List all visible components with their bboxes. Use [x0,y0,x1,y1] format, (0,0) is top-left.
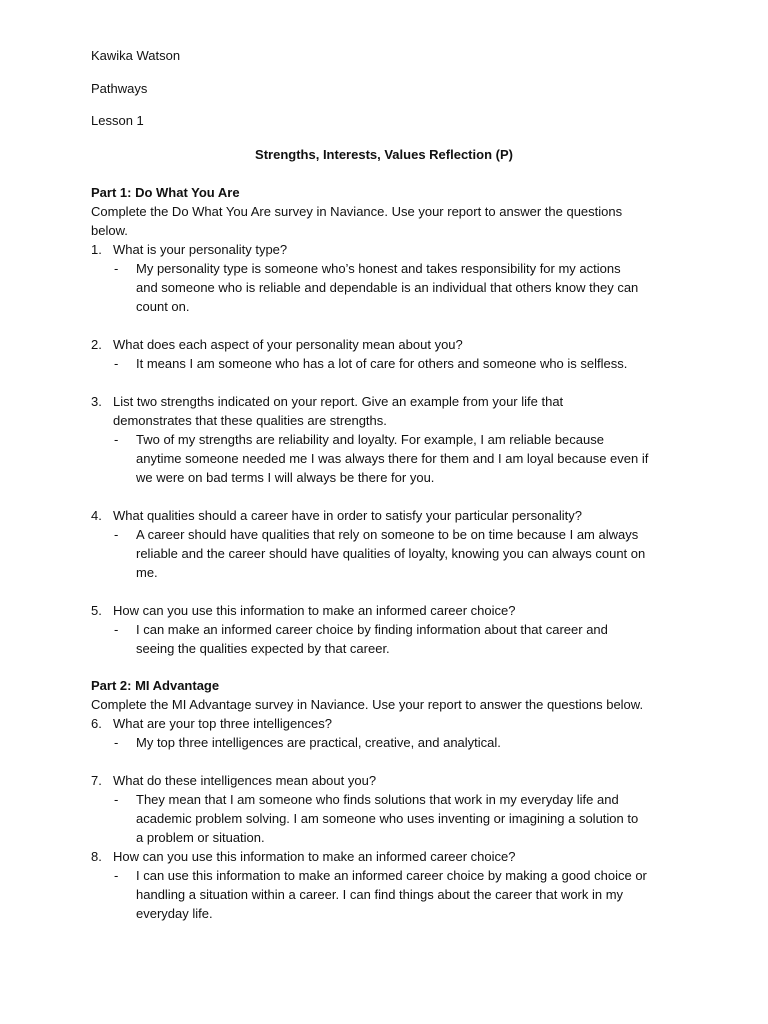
answer-text: It means I am someone who has a lot of care for others and someone who is selfless. [136,356,628,371]
question-text: What do these intelligences mean about you? [113,773,377,788]
document-title: Strengths, Interests, Values Reflection (P) [255,147,513,162]
answer-text: reliable and the career should have qualities of loyalty, knowing you can always count on [136,546,646,561]
course-name: Pathways [91,81,148,96]
question-number: 4. [91,508,102,523]
answer-dash: - [114,735,119,750]
answer-text: Two of my strengths are reliability and loyalty. For example, I am reliable because [136,432,604,447]
part1-instructions-line2: below. [91,223,128,238]
question-text: demonstrates that these qualities are strengths. [113,413,387,428]
answer-dash: - [114,432,119,447]
answer-dash: - [114,356,119,371]
question-text: How can you use this information to make an informed career choice? [113,849,516,864]
answer-dash: - [114,261,119,276]
question-number: 7. [91,773,102,788]
answer-text: My personality type is someone who’s honest and takes responsibility for my actions [136,261,621,276]
part1-heading: Part 1: Do What You Are [91,185,240,200]
lesson-label: Lesson 1 [91,113,144,128]
question-text: What is your personality type? [113,242,288,257]
student-name: Kawika Watson [91,48,181,63]
part2-instructions: Complete the MI Advantage survey in Naviance. Use your report to answer the questions below. [91,697,644,712]
question-number: 1. [91,242,102,257]
question-number: 6. [91,716,102,731]
answer-text: anytime someone needed me I was always there for them and I am loyal because even if [136,451,649,466]
answer-text: handling a situation within a career. I can find things about the career that work in my [136,887,624,902]
answer-text: My top three intelligences are practical, creative, and analytical. [136,735,501,750]
answer-text: I can make an informed career choice by finding information about that career and [136,622,608,637]
question-text: How can you use this information to make an informed career choice? [113,603,516,618]
part1-instructions-line1: Complete the Do What You Are survey in Naviance. Use your report to answer the questions [91,204,623,219]
answer-text: count on. [136,299,190,314]
answer-text: a problem or situation. [136,830,265,845]
answer-dash: - [114,527,119,542]
question-number: 8. [91,849,102,864]
answer-text: academic problem solving. I am someone who uses inventing or imagining a solution to [136,811,639,826]
part2-heading: Part 2: MI Advantage [91,678,220,693]
answer-dash: - [114,622,119,637]
answer-text: me. [136,565,158,580]
answer-text: I can use this information to make an informed career choice by making a good choice or [136,868,647,883]
question-text: What are your top three intelligences? [113,716,332,731]
answer-text: everyday life. [136,906,213,921]
question-text: What does each aspect of your personality mean about you? [113,337,463,352]
answer-text: seeing the qualities expected by that career. [136,641,390,656]
question-number: 2. [91,337,102,352]
answer-text: and someone who is reliable and dependable is an individual that others know they can [136,280,639,295]
answer-text: A career should have qualities that rely on someone to be on time because I am always [136,527,639,542]
answer-dash: - [114,792,119,807]
question-number: 5. [91,603,102,618]
answer-dash: - [114,868,119,883]
question-number: 3. [91,394,102,409]
answer-text: we were on bad terms I will always be there for you. [136,470,435,485]
question-text: List two strengths indicated on your report. Give an example from your life that [113,394,564,409]
answer-text: They mean that I am someone who finds solutions that work in my everyday life and [136,792,619,807]
question-text: What qualities should a career have in order to satisfy your particular personality? [113,508,582,523]
